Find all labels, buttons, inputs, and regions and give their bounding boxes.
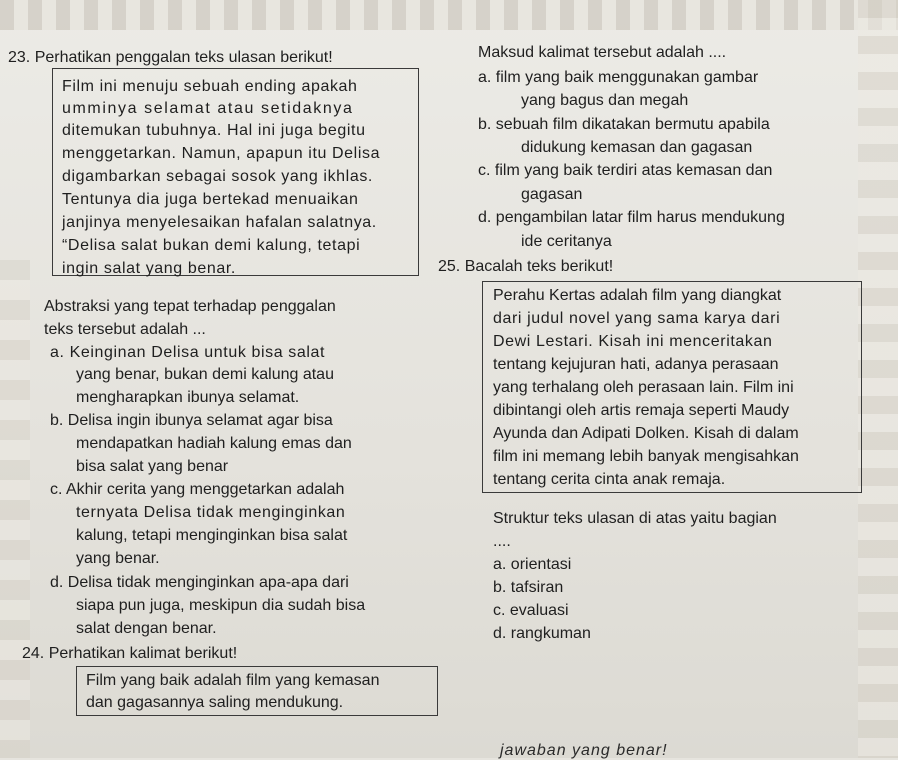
decorative-top-border [0, 0, 898, 30]
q25-passage-line: dibintangi oleh artis remaja seperti Maudy [493, 402, 790, 419]
q23-passage-line: ingin salat yang benar. [62, 260, 236, 277]
q23-option-d-cont: salat dengan benar. [76, 620, 217, 637]
q24-sentence-line: dan gagasannya saling mendukung. [86, 694, 344, 711]
q23-passage-line: “Delisa salat bukan demi kalung, tetapi [62, 237, 361, 254]
q23-passage-line: Tentunya dia juga bertekad menuaikan [62, 191, 359, 208]
q23-passage-line: ditemukan tubuhnya. Hal ini juga begitu [62, 122, 366, 139]
q25-passage-line: Dewi Lestari. Kisah ini menceritakan [493, 333, 773, 350]
q23-question-line: Abstraksi yang tepat terhadap penggalan [44, 298, 336, 315]
q24-option-a[interactable]: a. film yang baik menggunakan gambar [478, 69, 759, 86]
q23-option-b[interactable]: b. Delisa ingin ibunya selamat agar bisa [50, 412, 333, 429]
q25-question-line: Struktur teks ulasan di atas yaitu bagian [493, 510, 777, 527]
q24-title: 24. Perhatikan kalimat berikut! [22, 645, 238, 662]
decorative-right-border [858, 0, 898, 758]
q24-option-b-cont: didukung kemasan dan gagasan [521, 139, 753, 156]
q25-question-line: .... [493, 533, 511, 550]
q23-option-a-cont: mengharapkan ibunya selamat. [76, 389, 300, 406]
q23-passage-line: menggetarkan. Namun, apapun itu Delisa [62, 145, 381, 162]
q25-passage-line: yang terhalang oleh perasaan lain. Film ini [493, 379, 794, 396]
decorative-left-border [0, 260, 30, 758]
q24-option-b[interactable]: b. sebuah film dikatakan bermutu apabila [478, 116, 770, 133]
cut-off-footer-text: jawaban yang benar! [500, 742, 668, 759]
q25-passage-line: tentang cerita cinta anak remaja. [493, 471, 726, 488]
q25-passage-line: Perahu Kertas adalah film yang diangkat [493, 287, 782, 304]
q23-option-b-cont: bisa salat yang benar [76, 458, 229, 475]
q23-option-c[interactable]: c. Akhir cerita yang menggetarkan adalah [50, 481, 345, 498]
q25-option-b[interactable]: b. tafsiran [493, 579, 564, 596]
q23-option-a-cont: yang benar, bukan demi kalung atau [76, 366, 334, 383]
q23-option-d-cont: siapa pun juga, meskipun dia sudah bisa [76, 597, 366, 614]
q23-passage-line: Film ini menuju sebuah ending apakah [62, 78, 358, 95]
q25-passage-line: film ini memang lebih banyak mengisahkan [493, 448, 799, 465]
q23-passage-line: digambarkan sebagai sosok yang ikhlas. [62, 168, 373, 185]
q24-question: Maksud kalimat tersebut adalah .... [478, 44, 727, 61]
q23-passage-line: janjinya menyelesaikan hafalan salatnya. [62, 214, 377, 231]
q25-passage-line: Ayunda dan Adipati Dolken. Kisah di dalam [493, 425, 799, 442]
q25-passage-line: dari judul novel yang sama karya dari [493, 310, 781, 327]
q23-question-line: teks tersebut adalah ... [44, 321, 206, 338]
q23-title: 23. Perhatikan penggalan teks ulasan berikut! [8, 49, 333, 66]
q25-title: 25. Bacalah teks berikut! [438, 258, 614, 275]
q24-option-d-cont: ide ceritanya [521, 233, 612, 250]
q25-option-d[interactable]: d. rangkuman [493, 625, 591, 642]
q23-option-c-cont: ternyata Delisa tidak menginginkan [76, 504, 346, 521]
q23-option-d[interactable]: d. Delisa tidak menginginkan apa-apa dari [50, 574, 349, 591]
q24-option-c[interactable]: c. film yang baik terdiri atas kemasan dan [478, 162, 773, 179]
q23-option-c-cont: yang benar. [76, 550, 160, 567]
q23-passage-line: umminya selamat atau setidaknya [62, 100, 354, 117]
q24-option-a-cont: yang bagus dan megah [521, 92, 689, 109]
q23-option-b-cont: mendapatkan hadiah kalung emas dan [76, 435, 352, 452]
q25-passage-line: tentang kejujuran hati, adanya perasaan [493, 356, 779, 373]
q25-option-a[interactable]: a. orientasi [493, 556, 572, 573]
q25-option-c[interactable]: c. evaluasi [493, 602, 569, 619]
q23-option-c-cont: kalung, tetapi menginginkan bisa salat [76, 527, 348, 544]
q23-option-a[interactable]: a. Keinginan Delisa untuk bisa salat [50, 344, 326, 361]
q24-sentence-line: Film yang baik adalah film yang kemasan [86, 672, 380, 689]
q24-option-d[interactable]: d. pengambilan latar film harus mendukung [478, 209, 785, 226]
q24-option-c-cont: gagasan [521, 186, 583, 203]
